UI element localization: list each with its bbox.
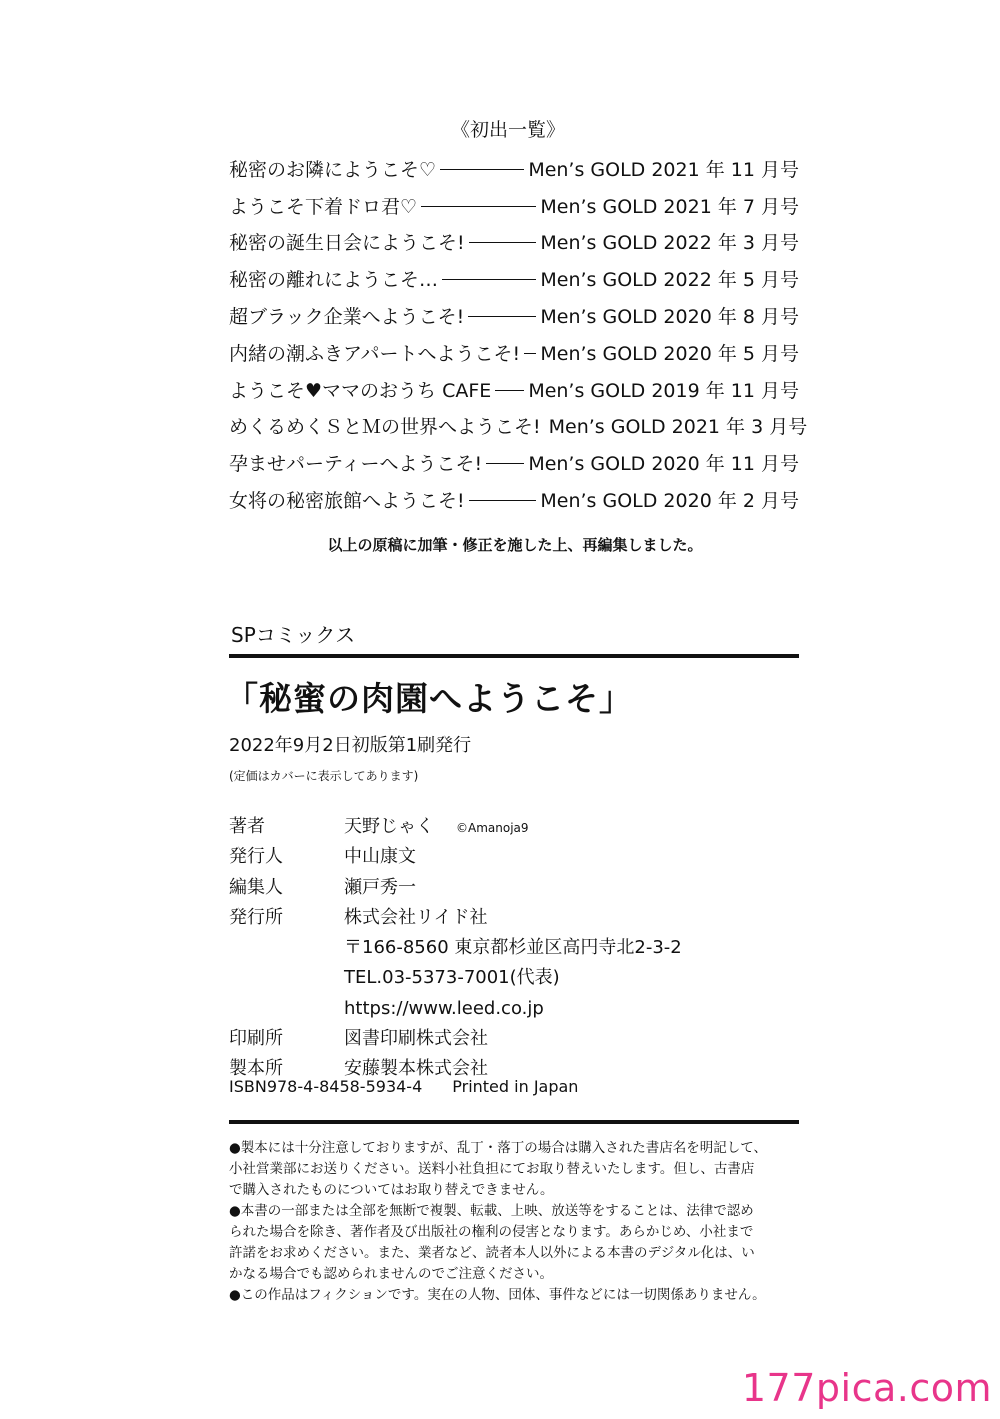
work-title: ようこそ♥ママのおうち CAFE [229,379,492,402]
leader-line [440,169,524,170]
list-item [229,297,799,334]
leader-line [421,206,536,207]
work-title: 秘密の離れにようこそ… [229,269,439,292]
credit-row [229,994,799,1024]
credit-value: 天野じゃく [344,816,434,837]
work-title: 内緒の潮ふきアパートへようこそ! [229,342,521,365]
list-item [229,408,808,445]
work-source: Men’s GOLD 2021 年 7 月号 [540,195,799,218]
divider [229,654,799,658]
credit-value-group [344,812,529,843]
credit-value: 図書印刷株式会社 [344,1028,488,1050]
list-item [229,481,799,518]
leader-line [495,390,524,391]
isbn: ISBN978-4-8458-5934-4 [229,1077,423,1096]
list-item [229,187,799,224]
credit-value: 株式会社リイド社 [344,906,488,928]
publication-date: 2022年9月2日初版第1刷発行 [229,735,472,756]
leader-line [468,316,536,317]
credit-value: 安藤製本株式会社 [344,1058,488,1080]
work-title: 孕ませパーティーへようこそ! [229,453,483,476]
list-item [229,371,799,408]
credits-table [229,812,799,1085]
leader-line [442,279,536,280]
credit-label: 製本所 [229,1058,283,1080]
work-title: めくるめくＳとＭの世界へようこそ! [229,416,541,439]
credit-row [229,842,799,872]
work-source: Men’s GOLD 2022 年 5 月号 [540,269,799,292]
credit-row [229,933,799,963]
notice-paragraph: ●製本には十分注意しておりますが、乱丁・落丁の場合は購入された書店名を明記して、 小社営業部にお送りください。送料小社負担にてお取り替えいたします。但し、古書店 で購入されたものについてはお取り替えできません。 [229,1140,768,1198]
notice-paragraph: ●この作品はフィクションです。実在の人物、団体、事件などには一切関係ありません。 [229,1287,766,1303]
credit-row [229,812,799,842]
credit-label: 編集人 [229,876,283,898]
leader-line [524,353,536,354]
work-source: Men’s GOLD 2020 年 2 月号 [540,490,799,513]
list-item [229,444,799,481]
list-item [229,260,799,297]
credit-row [229,963,799,993]
leader-line [486,463,524,464]
first-appearance-title: 《初出一覧》 [450,119,565,141]
leader-line [469,500,537,501]
notices [229,1138,809,1306]
work-source: Men’s GOLD 2022 年 3 月号 [540,232,799,255]
credit-label: 印刷所 [229,1028,283,1050]
work-source: Men’s GOLD 2020 年 8 月号 [540,306,799,329]
book-title: 「秘蜜の肉園へようこそ」 [225,679,633,718]
leader-line [469,242,537,243]
copyright-notice: ©Amanoja9 [456,821,529,835]
list-item [229,334,799,371]
credit-row [229,873,799,903]
series-label: SPコミックス [231,623,356,647]
work-source: Men’s GOLD 2021 年 11 月号 [528,158,799,181]
work-title: ようこそ下着ドロ君♡ [229,195,418,218]
work-source: Men’s GOLD 2019 年 11 月号 [528,379,799,402]
credit-label: 著者 [229,816,265,837]
price-note: (定価はカバーに表示してあります) [229,769,419,783]
divider [229,1120,799,1124]
notice-paragraph: ●本書の一部または全部を無断で複製、転載、上映、放送等をすることは、法律で認め られた場合を除き、著作者及び出版社の権利の侵害となります。あらかじめ、小社まで 許諾をお求めください。また、業者など、読者本人以外による本書のデジタル化は、い かなる場合でも認められませんのでご注意ください。 [229,1203,755,1282]
credit-label: 発行人 [229,846,283,868]
first-appearance-list [229,150,808,518]
work-title: 女将の秘密旅館へようこそ! [229,490,465,513]
work-source: Men’s GOLD 2020 年 5 月号 [540,342,799,365]
list-item [229,224,799,261]
work-source: Men’s GOLD 2021 年 3 月号 [548,416,808,439]
site-watermark: 177pica.com [741,1366,992,1410]
revision-note: 以上の原稿に加筆・修正を施した上、再編集しました。 [327,536,703,554]
work-title: 秘密の誕生日会にようこそ! [229,232,465,255]
list-item [229,150,799,187]
credit-row [229,903,799,933]
isbn-line [229,1076,578,1098]
credit-value: 瀬戸秀一 [344,876,416,898]
credit-row [229,1024,799,1054]
printed-in: Printed in Japan [452,1077,579,1096]
work-title: 秘密のお隣にようこそ♡ [229,158,437,181]
publisher-phone: TEL.03-5373-7001(代表) [344,967,560,989]
publisher-address: 〒166-8560 東京都杉並区高円寺北2-3-2 [344,937,682,959]
credit-label: 発行所 [229,906,283,928]
work-title: 超ブラック企業へようこそ! [229,306,465,329]
work-source: Men’s GOLD 2020 年 11 月号 [528,453,799,476]
publisher-url: https://www.leed.co.jp [344,997,544,1019]
credit-value: 中山康文 [344,846,416,868]
